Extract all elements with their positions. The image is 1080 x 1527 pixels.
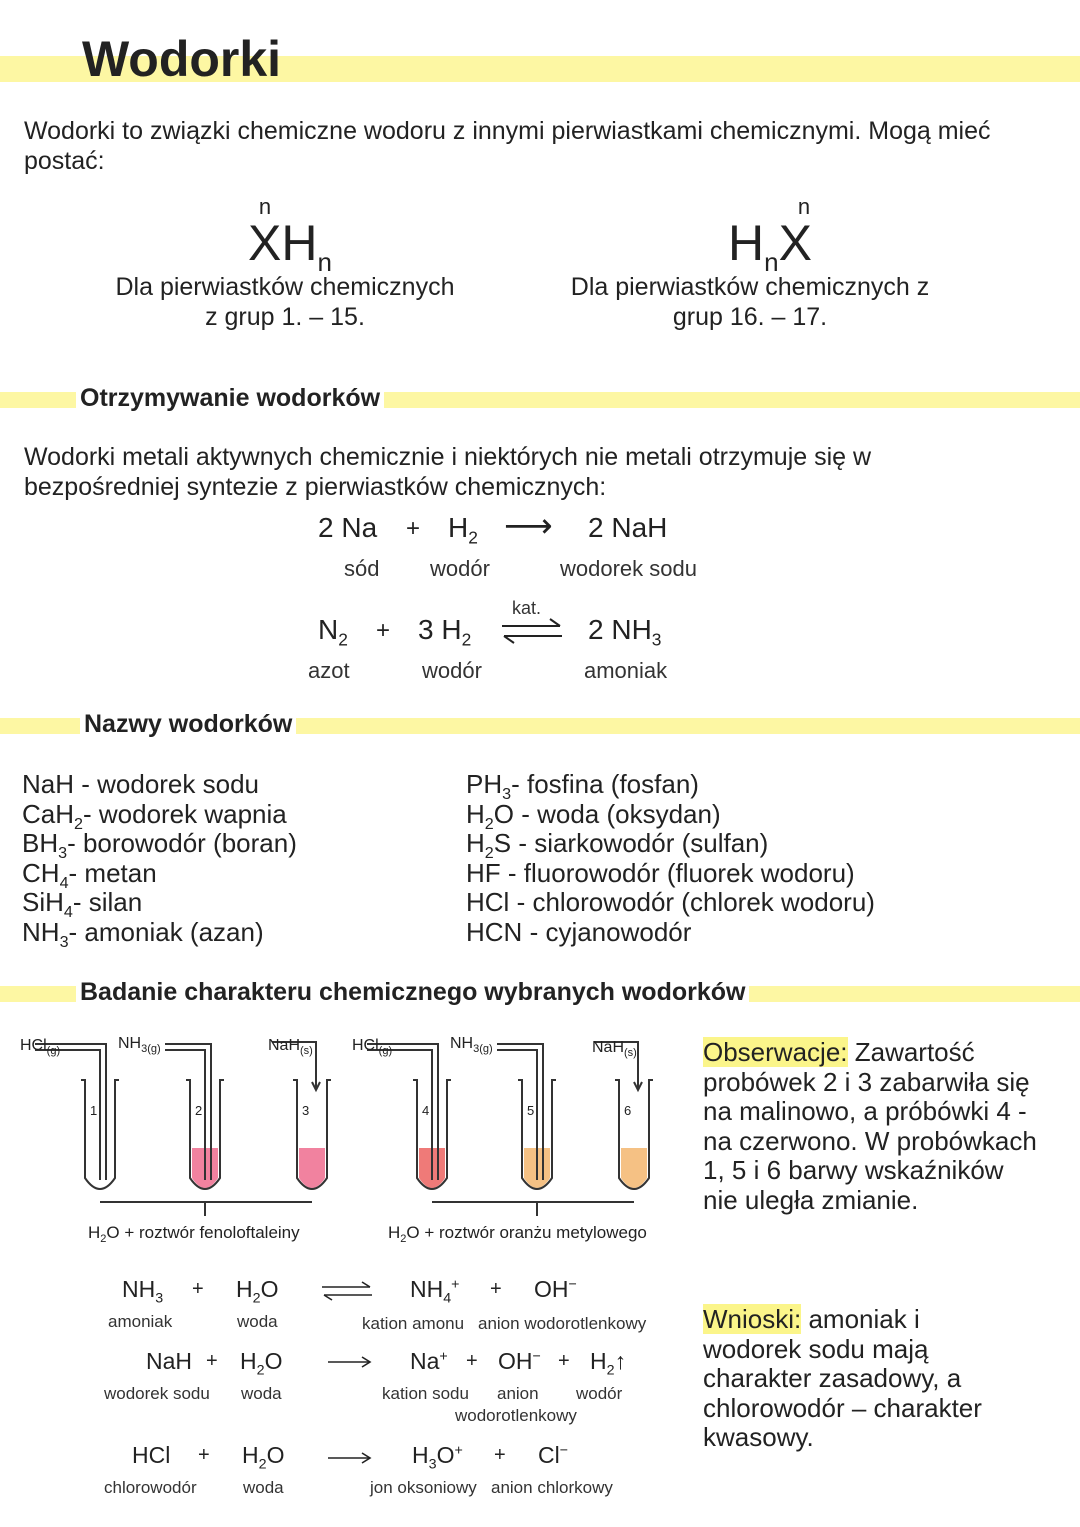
conclusions-label: Wnioski: (703, 1304, 802, 1334)
list-item: SiH$_4$- silan (22, 887, 143, 922)
tube-label-nah-1: NaH$_{(s)}$ (268, 1037, 313, 1057)
eq2-plus: + (376, 617, 391, 644)
equilibrium-arrow-icon (500, 616, 564, 646)
section3-title: Badanie charakteru chemicznego wybranych wodorków (76, 978, 749, 1007)
eq2 (318, 614, 718, 650)
conclusions-text: amoniak i wodorek sodu mają charakter zasadowy, a chlorowodór – charakter kwasowy. (703, 1304, 982, 1452)
list-item: HF - fluorowodór (fluorek wodoru) (466, 857, 855, 888)
eq1-label-c: wodorek sodu (560, 556, 697, 581)
names-list-right (466, 770, 1066, 947)
formula-x: X (778, 215, 812, 271)
tube-liquid-3 (299, 1148, 325, 1188)
section2-title: Nazwy wodorków (80, 710, 296, 739)
list-item: $H_2O$ - woda (oksydan) (466, 798, 721, 833)
tube-number-5: 5 (527, 1103, 535, 1118)
names-list-left (22, 769, 442, 951)
eq1-c: 2 NaH (588, 512, 668, 543)
desc2: z grup 1. – 15. (205, 303, 365, 331)
list-item: $PH_3-$ fosfina (fosfan) (466, 769, 699, 804)
eq1-plus: + (406, 515, 421, 542)
tube-number-2: 2 (195, 1103, 203, 1118)
eq2-cat: kat. (512, 598, 542, 618)
section1-text: Wodorki metali aktywnych chemicznie i niektórych nie metali otrzymuje się w bezpośredniej syntezie z pierwiastków chemicznych: (24, 443, 872, 501)
tube-label-hcl-2: HCl$_{(g)}$ (352, 1037, 393, 1057)
eq2-c: 2 $NH_3$ (588, 614, 662, 650)
reaction-1: $NH_3$ + $H_2O$ $NH_4^+$ + OH− amoniak woda kation amonu anion wodorotlenkowy (108, 1276, 647, 1333)
formula-sup: n (258, 194, 272, 219)
formula-right-desc (540, 272, 960, 332)
list-item: $BH_3-$ borowodór (boran) (22, 828, 297, 863)
tube-number-6: 6 (624, 1103, 632, 1118)
list-item: $CH_4-$ metan (22, 857, 157, 892)
eq1-label-b: wodór (430, 556, 490, 581)
arrow-icon (326, 1354, 374, 1370)
desc1: Dla pierwiastków chemicznych z (570, 273, 930, 301)
eq2-label-b: wodór (422, 658, 482, 683)
eq2-a: $N_2$ (318, 614, 348, 650)
observations-text: Zawartość probówek 2 i 3 zabarwiła się na malinowo, a próbówki 4 - na czerwono. W probówkach 1, 5 i 6 barwy wskaźników nie uległa zmianie. (703, 1037, 1037, 1215)
list-item: $H_2S$ - siarkowodór (sulfan) (466, 828, 769, 863)
tube-number-3: 3 (302, 1103, 310, 1118)
caption-phenolphthalein: $H_2O$ + roztwór fenoloftaleiny (88, 1223, 300, 1245)
tube-label-nh3-1: $NH_{3(g)}$ (118, 1035, 161, 1055)
tube-number-1: 1 (90, 1103, 98, 1118)
formula-hnx (640, 194, 900, 277)
arrow-icon (326, 1450, 374, 1466)
list-item: CaH$_2$- wodorek wapnia (22, 798, 287, 833)
tube-label-nah-2: NaH$_{(s)}$ (592, 1039, 637, 1059)
formula-left-desc (80, 272, 490, 332)
section1-title: Otrzymywanie wodorków (76, 384, 384, 413)
page-title: Wodorki (82, 31, 282, 87)
conclusions (703, 1305, 1003, 1453)
arrow-icon: ⟶ (504, 507, 553, 545)
tube-liquid-6 (621, 1148, 647, 1188)
desc1: Dla pierwiastków chemicznych (115, 273, 455, 301)
formula-xhn (160, 194, 420, 277)
eq1-label-a: sód (344, 556, 380, 581)
formula-main: XH (248, 215, 318, 271)
eq1 (318, 507, 718, 548)
eq2-b: 3 $H_2$ (418, 614, 472, 650)
observations-label: Obserwacje: (703, 1037, 848, 1067)
reaction-2: NaH + $H_2O$ Na+ + OH− + $H_2↑$ wodorek sodu woda kation sodu anion wodorotlenkowy wodór (104, 1348, 627, 1425)
formula-sub: n (764, 247, 779, 277)
list-item: HCN - cyjanowodór (466, 916, 692, 947)
list-item: HCl - chlorowodór (chlorek wodoru) (466, 887, 875, 917)
formula-h: H (728, 215, 765, 271)
list-item: $NH_3-$ amoniak (azan) (22, 916, 264, 951)
tube-label-nh3-2: $NH_{3(g)}$ (450, 1035, 493, 1055)
eq1-a: 2 Na (318, 512, 378, 543)
formula-sup: n (797, 194, 811, 219)
eq2-label-c: amoniak (584, 658, 668, 683)
tube-number-4: 4 (422, 1103, 430, 1118)
observations (703, 1038, 1043, 1215)
equilibrium-arrow-icon (320, 1280, 374, 1302)
experiment-diagram (0, 1020, 690, 1250)
caption-methyl-orange: $H_2O$ + roztwór oranżu metylowego (388, 1223, 647, 1245)
tube-label-hcl-1: HCl$_{(g)}$ (20, 1037, 61, 1057)
formula-sub: n (317, 247, 332, 277)
list-item: NaH - wodorek sodu (22, 769, 259, 799)
eq1-b: $H_2$ (448, 512, 478, 548)
intro-text: Wodorki to związki chemiczne wodoru z innymi pierwiastkami chemicznymi. Mogą mieć postać: (24, 117, 991, 175)
eq2-label-a: azot (308, 658, 350, 683)
desc2: grup 16. – 17. (672, 303, 828, 331)
reaction-3: HCl + $H_2O$ $H_3O^+$ + Cl− chlorowodór woda jon oksoniowy anion chlorkowy (104, 1442, 613, 1497)
